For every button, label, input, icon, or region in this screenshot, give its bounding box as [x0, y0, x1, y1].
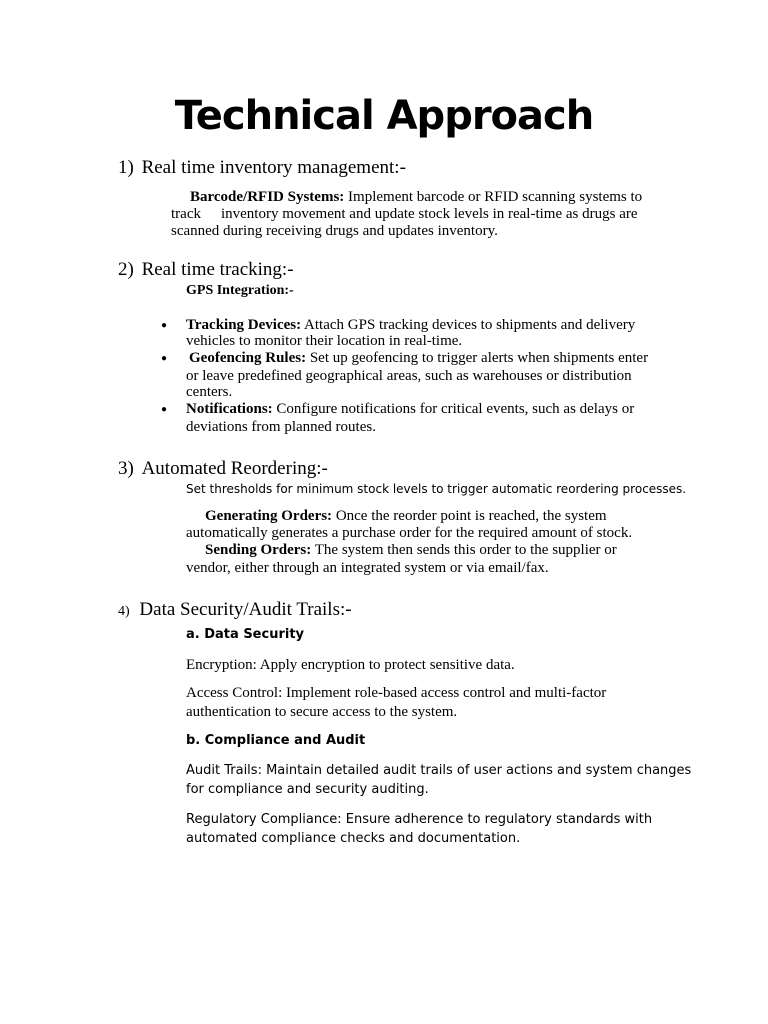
generating-text: Once the reorder point is reached, the system [332, 508, 607, 524]
bullet-icon: ● [161, 404, 168, 415]
section-1-line: scanned during receiving drugs and updates inventory. [171, 223, 498, 239]
list-item-line: vehicles to monitor their location in real-time. [186, 333, 463, 349]
barcode-text: Implement barcode or RFID scanning systems to [344, 189, 643, 205]
item-label: Geofencing Rules: [189, 350, 307, 366]
section-4-heading [118, 598, 352, 624]
bullet-icon: ● [161, 320, 168, 331]
item-text: Set up geofencing to trigger alerts when shipments enter [306, 350, 649, 366]
threshold-text: Set thresholds for minimum stock levels to trigger automatic reordering processes. [186, 482, 687, 496]
audit-trails-text: for compliance and security auditing. [186, 782, 429, 797]
barcode-text: inventory movement and update stock levels in real-time as drugs are [220, 206, 638, 222]
section-title: Real time inventory management:- [141, 157, 406, 178]
compliance-subheading: b. Compliance and Audit [186, 733, 366, 748]
sending-label: Sending Orders: [205, 542, 312, 558]
section-title: Data Security/Audit Trails:- [139, 599, 352, 620]
audit-trails-text: Audit Trails: Maintain detailed audit trails of user actions and system changes [186, 763, 692, 778]
list-item [186, 317, 635, 334]
sending-orders-line [205, 542, 617, 559]
section-number: 2) [118, 259, 134, 280]
page-title: Technical Approach [174, 93, 594, 139]
list-item [186, 401, 634, 418]
encryption-text: Encryption: Apply encryption to protect sensitive data. [186, 657, 515, 673]
section-title: Real time tracking:- [141, 259, 294, 280]
list-item-line: deviations from planned routes. [186, 419, 376, 435]
regulatory-text: automated compliance checks and documentation. [186, 831, 521, 846]
item-label: Notifications: [186, 401, 273, 417]
barcode-label: Barcode/RFID Systems: [190, 189, 345, 205]
section-number: 3) [118, 458, 134, 479]
gps-subheading: GPS Integration:- [186, 283, 294, 298]
generating-orders-line: automatically generates a purchase order for the required amount of stock. [186, 525, 633, 541]
access-control-text: authentication to secure access to the system. [186, 704, 458, 720]
sending-text: The system then sends this order to the supplier or [311, 542, 617, 558]
generating-orders-line [205, 508, 607, 525]
section-number: 1) [118, 157, 134, 178]
barcode-text: track [171, 206, 201, 222]
list-item-line: centers. [186, 384, 233, 400]
section-3-heading [118, 457, 328, 481]
section-title: Automated Reordering:- [141, 458, 328, 479]
item-label: Tracking Devices: [186, 317, 302, 333]
section-1-heading [118, 156, 406, 180]
item-text: Attach GPS tracking devices to shipments and delivery [301, 317, 636, 333]
bullet-icon: ● [161, 353, 168, 364]
section-1-line [171, 206, 638, 223]
sending-orders-line: vendor, either through an integrated system or via email/fax. [186, 560, 549, 576]
list-item-line: or leave predefined geographical areas, such as warehouses or distribution [186, 368, 632, 384]
section-number: 4) [118, 604, 130, 619]
access-control-text: Access Control: Implement role-based access control and multi-factor [186, 685, 607, 701]
section-1-line [190, 189, 642, 206]
section-2-heading [118, 258, 294, 282]
item-text: Configure notifications for critical events, such as delays or [272, 401, 635, 417]
regulatory-text: Regulatory Compliance: Ensure adherence to regulatory standards with [186, 812, 653, 827]
data-security-subheading: a. Data Security [186, 627, 305, 642]
generating-label: Generating Orders: [205, 508, 333, 524]
list-item [189, 350, 648, 367]
